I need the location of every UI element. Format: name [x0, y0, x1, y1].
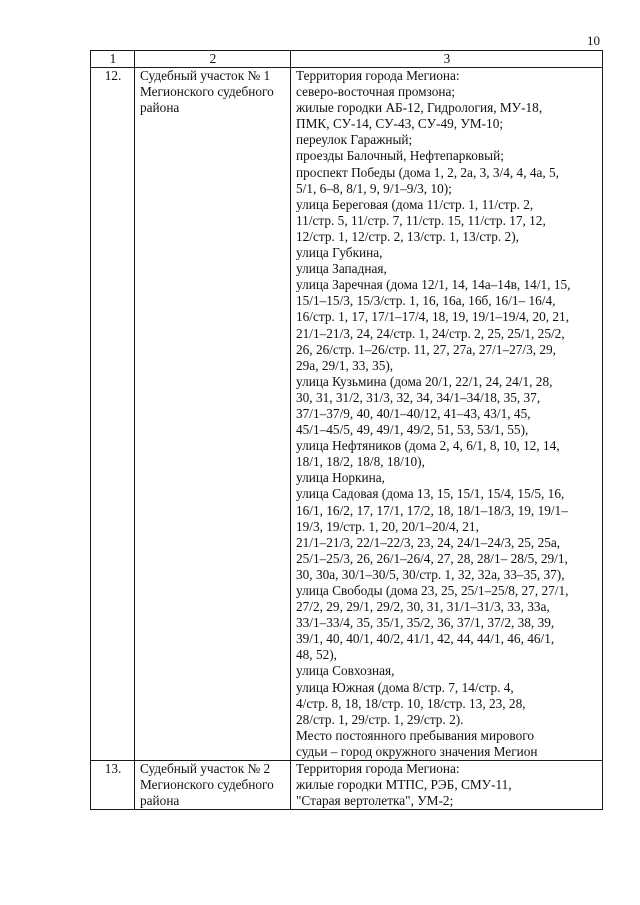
text-line: 28/стр. 1, 29/стр. 1, 29/стр. 2).: [296, 711, 464, 727]
text-line: ПМК, СУ-14, СУ-43, СУ-49, УМ-10;: [296, 116, 504, 132]
text-line: 45/1–45/5, 49, 49/1, 49/2, 51, 53, 53/1, 55),: [296, 422, 529, 438]
text-line: Мегионского судебного: [140, 84, 274, 100]
text-line: 37/1–37/9, 40, 40/1–40/12, 41–43, 43/1, 45,: [296, 405, 531, 421]
text-line: улица Заречная (дома 12/1, 14, 14а–14в, 14/1, 15,: [296, 277, 571, 293]
text-line: Территория города Мегиона:: [296, 68, 460, 83]
text-line: 30, 30а, 30/1–30/5, 30/стр. 1, 32, 32а, 33–35, 37),: [296, 566, 565, 582]
page-number: 10: [587, 33, 600, 48]
text-line: северо-восточная промзона;: [296, 84, 456, 100]
text-line: 16/1, 16/2, 17, 17/1, 17/2, 18, 18/1–18/3, 19, 19/1–: [296, 502, 568, 518]
text-line: 29а, 29/1, 33, 35),: [296, 357, 394, 373]
text-line: улица Свободы (дома 23, 25, 25/1–25/8, 27, 27/1,: [296, 583, 569, 598]
text-line: жилые городки МТПС, РЭБ, СМУ-11,: [296, 777, 512, 793]
court-district-name: [135, 68, 291, 761]
text-line: 27/2, 29, 29/1, 29/2, 30, 31, 31/1–31/3, 33, 33а,: [296, 599, 550, 615]
text-line: 48, 52),: [296, 647, 337, 663]
text-line: Судебный участок № 1: [140, 68, 271, 83]
text-line: района: [140, 100, 180, 116]
header-col-3: 3: [291, 51, 603, 68]
text-line: улица Береговая (дома 11/стр. 1, 11/стр. 2,: [296, 196, 534, 212]
text-line: 33/1–33/4, 35, 35/1, 35/2, 36, 37/1, 37/2, 38, 39,: [296, 615, 555, 631]
text-line: 5/1, 6–8, 8/1, 9, 9/1–9/3, 10);: [296, 180, 452, 196]
header-col-1: 1: [91, 51, 135, 68]
text-line: улица Губкина,: [296, 245, 383, 261]
text-line: 18/1, 18/2, 18/8, 18/10),: [296, 454, 425, 470]
text-line: 21/1–21/3, 22/1–22/3, 23, 24, 24/1–24/3, 25, 25а,: [296, 534, 561, 550]
text-line: "Старая вертолетка", УМ-2;: [296, 793, 454, 809]
text-line: 30, 31, 31/2, 31/3, 32, 34, 34/1–34/18, 35, 37,: [296, 389, 541, 405]
text-line: Территория города Мегиона:: [296, 761, 460, 777]
row-number: 12.: [91, 68, 135, 761]
text-line: улица Садовая (дома 13, 15, 15/1, 15/4, 15/5, 16,: [296, 486, 565, 502]
text-line: 21/1–21/3, 24, 24/стр. 1, 24/стр. 2, 25, 25/1, 25/2,: [296, 325, 565, 341]
text-line: Судебный участок № 2: [140, 761, 271, 777]
text-line: переулок Гаражный;: [296, 132, 413, 148]
table-header-row: [91, 51, 603, 68]
text-line: 39/1, 40, 40/1, 40/2, 41/1, 42, 44, 44/1, 46, 46/1,: [296, 631, 555, 647]
text-line: 16/стр. 1, 17, 17/1–17/4, 18, 19, 19/1–19/4, 20, 21,: [296, 309, 570, 325]
text-line: 4/стр. 8, 18, 18/стр. 10, 18/стр. 13, 23, 28,: [296, 695, 526, 711]
text-line: Место постоянного пребывания мирового: [296, 727, 534, 743]
text-line: улица Западная,: [296, 261, 387, 277]
text-line: проезды Балочный, Нефтепарковый;: [296, 148, 504, 164]
text-line: 15/1–15/3, 15/3/стр. 1, 16, 16а, 16б, 16/1– 16/4,: [296, 293, 556, 309]
text-line: жилые городки АБ-12, Гидрология, МУ-18,: [296, 100, 543, 116]
row-number: 13.: [91, 761, 135, 810]
table-row: [91, 68, 603, 761]
text-line: Мегионского судебного: [140, 777, 274, 793]
court-district-name: [135, 761, 291, 810]
text-line: района: [140, 793, 180, 809]
territory-description: [291, 761, 603, 810]
text-line: улица Совхозная,: [296, 663, 395, 679]
text-line: улица Нефтяников (дома 2, 4, 6/1, 8, 10, 12, 14,: [296, 438, 560, 454]
text-line: проспект Победы (дома 1, 2, 2а, 3, 3/4, 4, 4а, 5,: [296, 164, 560, 180]
table-row: [91, 761, 603, 810]
text-line: 19/3, 19/стр. 1, 20, 20/1–20/4, 21,: [296, 518, 479, 534]
text-line: улица Кузьмина (дома 20/1, 22/1, 24, 24/1, 28,: [296, 373, 553, 389]
text-line: улица Южная (дома 8/стр. 7, 14/стр. 4,: [296, 679, 514, 695]
text-line: 11/стр. 5, 11/стр. 7, 11/стр. 15, 11/стр. 17, 12,: [296, 212, 546, 228]
text-line: улица Норкина,: [296, 470, 385, 486]
text-line: 26, 26/стр. 1–26/стр. 11, 27, 27а, 27/1–27/3, 29,: [296, 341, 557, 357]
header-col-2: 2: [135, 51, 291, 68]
jurisdiction-table: [90, 50, 603, 810]
territory-description: [291, 68, 603, 761]
text-line: 12/стр. 1, 12/стр. 2, 13/стр. 1, 13/стр. 2),: [296, 228, 519, 244]
text-line: судьи – город окружного значения Мегион: [296, 743, 538, 759]
text-line: 25/1–25/3, 26, 26/1–26/4, 27, 28, 28/1– 28/5, 29/1,: [296, 550, 568, 566]
